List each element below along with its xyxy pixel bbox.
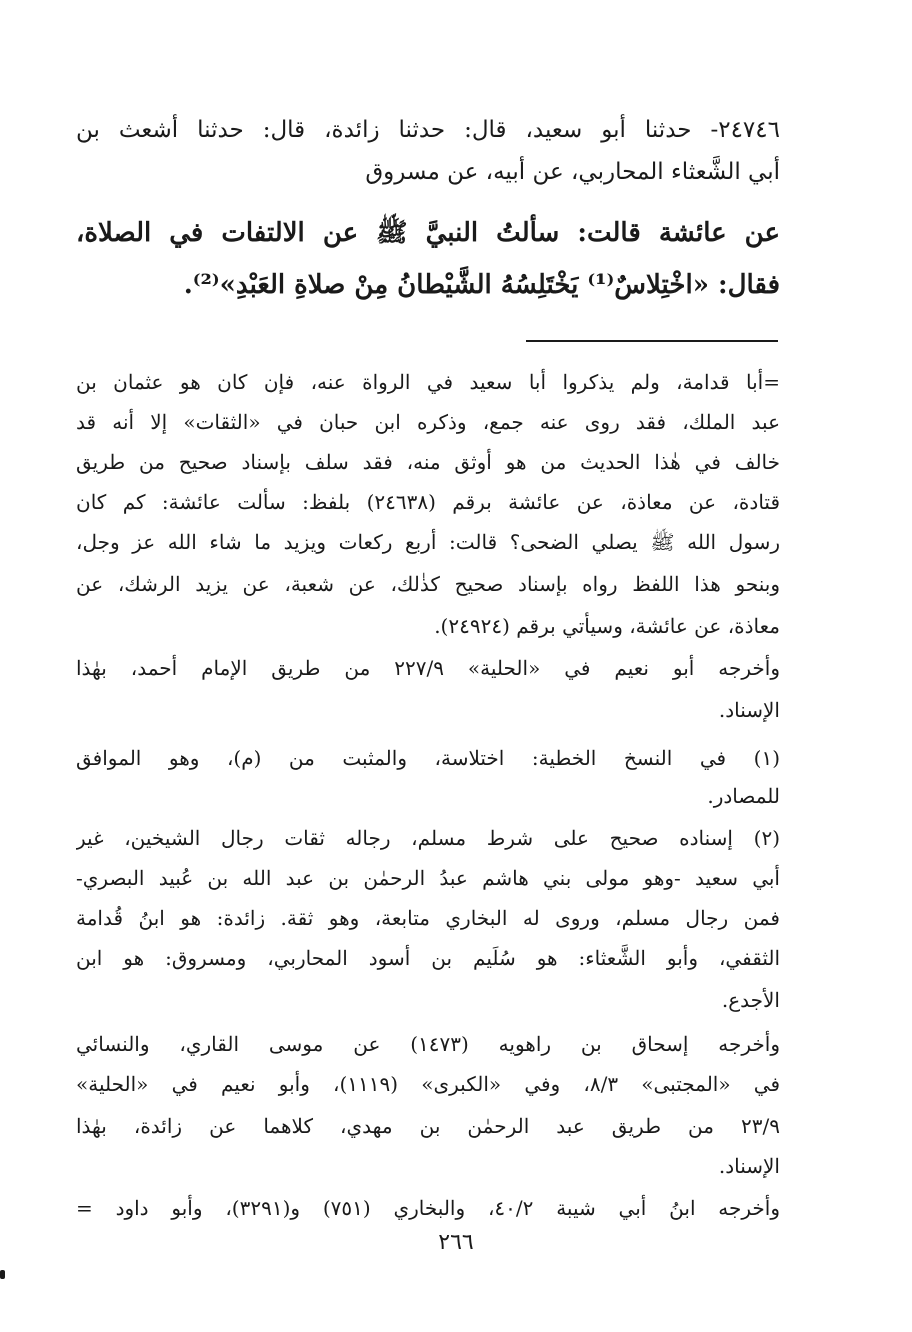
footnote-1-line: للمصادر. [707, 784, 780, 808]
scan-mark [0, 1270, 5, 1279]
hadith-isnad-line: ٢٤٧٤٦- حدثنا أبو سعيد، قال: حدثنا زائدة، قال: حدثنا أشعث بن [76, 117, 780, 143]
footnote-2-line: فمن رجال مسلم، وروى له البخاري متابعة، وهو ثقة. زائدة: هو ابنُ قُدامة [76, 906, 780, 930]
footnote-2-line: أبي سعيد -وهو مولى بني هاشم عبدُ الرحمٰن بن عبد الله بن عُبيد البصري- [76, 866, 780, 890]
hadith-isnad-line: أبي الشَّعثاء المحاربي، عن أبيه، عن مسروق [365, 159, 780, 185]
footnote-2-line: في «المجتبى» ٨/٣، وفي «الكبرى» (١١١٩)، وأبو نعيم في «الحلية» [76, 1072, 780, 1096]
footnote-2-line: (٢) إسناده صحيح على شرط مسلم، رجاله ثقات رجال الشيخين، غير [76, 826, 780, 850]
hadith-matn-line: فقال: «اخْتِلاسٌ⁽¹⁾ يَخْتَلِسُهُ الشَّيْطانُ مِنْ صلاةِ العَبْدِ»⁽²⁾. [183, 270, 780, 300]
footnote-line: رسول الله ﷺ يصلي الضحى؟ قالت: أربع ركعات ويزيد ما شاء الله عز وجل، [76, 530, 780, 554]
footnote-line: معاذة، عن عائشة، وسيأتي برقم (٢٤٩٢٤). [434, 614, 780, 638]
footnote-line: قتادة، عن معاذة، عن عائشة برقم (٢٤٦٣٨) بلفظ: سألت عائشة: كم كان [76, 490, 780, 514]
footnote-2-line: الثقفي، وأبو الشَّعثاء: هو سُلَيم بن أسود المحاربي، ومسروق: هو ابن [76, 946, 780, 970]
footnote-1-line: (١) في النسخ الخطية: اختلاسة، والمثبت من (م)، وهو الموافق [76, 746, 780, 770]
footnote-line: وبنحو هذا اللفظ رواه بإسناد صحيح كذٰلك، عن شعبة، عن يزيد الرشك، عن [76, 572, 780, 596]
hadith-matn-line: عن عائشة قالت: سألتُ النبيَّ ﷺ عن الالتفات في الصلاة، [76, 218, 780, 248]
page-number: ٢٦٦ [438, 1230, 474, 1255]
footnote-2-line: وأخرجه إسحاق بن راهويه (١٤٧٣) عن موسى القاري، والنسائي [76, 1032, 780, 1056]
footnote-separator [526, 340, 778, 342]
footnote-line: خالف في هٰذا الحديث من هو أوثق منه، فقد سلف بإسناد صحيح من طريق [76, 450, 780, 474]
footnote-line: الإسناد. [718, 698, 780, 722]
footnote-2-line: وأخرجه ابنُ أبي شيبة ٤٠/٢، والبخاري (٧٥١) و(٣٢٩١)، وأبو داود = [76, 1196, 780, 1220]
footnote-2-line: ٢٣/٩ من طريق عبد الرحمٰن بن مهدي، كلاهما عن زائدة، بهٰذا [76, 1114, 780, 1138]
footnote-line: وأخرجه أبو نعيم في «الحلية» ٢٢٧/٩ من طريق الإمام أحمد، بهٰذا [76, 656, 780, 680]
footnote-line: =أبا قدامة، ولم يذكروا أبا سعيد في الرواة عنه، فإن كان هو عثمان بن [76, 370, 780, 394]
footnote-2-line: الإسناد. [718, 1154, 780, 1178]
footnote-line: عبد الملك، فقد روى عنه جمع، وذكره ابن حبان في «الثقات» إلا أنه قد [76, 410, 780, 434]
footnote-2-line: الأجدع. [721, 988, 780, 1012]
